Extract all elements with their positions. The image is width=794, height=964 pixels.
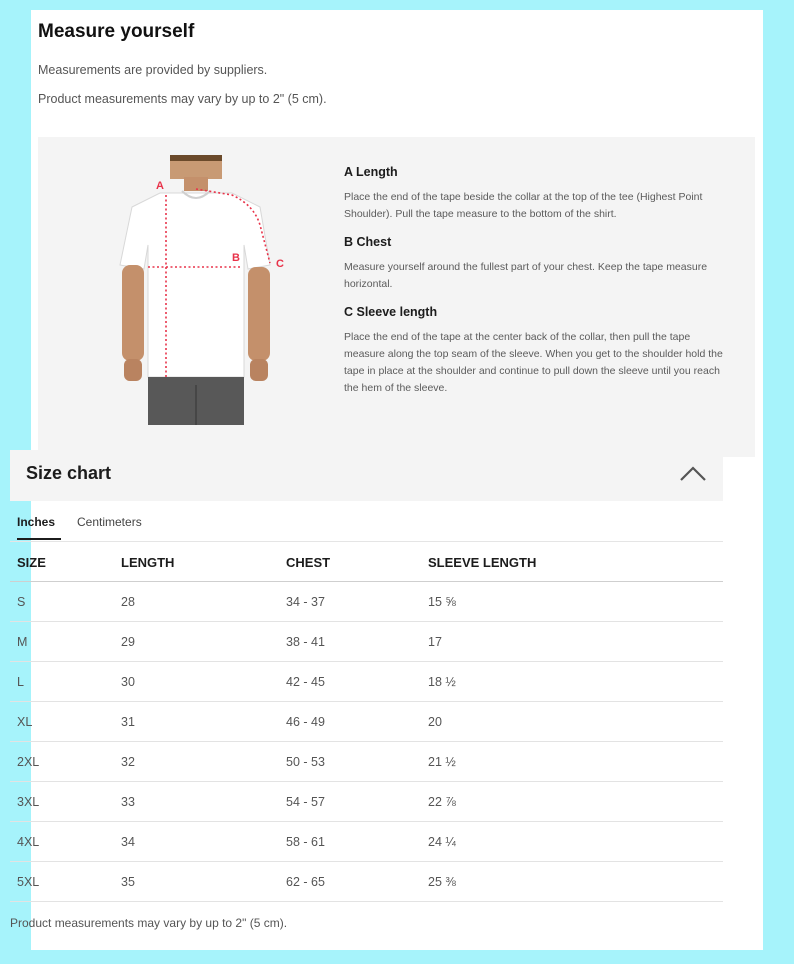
page-title: Measure yourself [38, 21, 195, 42]
chest-cell: 54 - 57 [286, 795, 325, 809]
size-cell: 5XL [17, 875, 40, 889]
length-cell: 33 [121, 795, 135, 809]
length-text: Place the end of the tape beside the collar at the top of the tee (Highest Point Shoulder). Pull the tape measure to the bottom of the shirt. [344, 191, 703, 220]
sleeve-cell: 24 ¼ [428, 835, 456, 849]
left-hand-shape [124, 359, 142, 381]
chest-text: Measure yourself around the fullest part of your chest. Keep the tape measure horizontal. [344, 261, 708, 290]
chest-cell: 50 - 53 [286, 755, 325, 769]
chest-cell: 62 - 65 [286, 875, 325, 889]
sleeve-cell: 18 ½ [428, 675, 456, 689]
table-row [10, 822, 723, 862]
table-header-row [10, 543, 723, 582]
sleeve-cell: 15 ⅝ [428, 595, 456, 609]
chest-cell: 46 - 49 [286, 715, 325, 729]
table-row [10, 622, 723, 662]
size-cell: 3XL [17, 795, 40, 809]
length-cell: 28 [121, 595, 135, 609]
sleeve-cell: 21 ½ [428, 755, 456, 769]
measurement-descriptions [344, 165, 724, 409]
size-cell: 2XL [17, 755, 40, 769]
size-chart-header[interactable] [10, 450, 723, 501]
marker-b: B [232, 252, 240, 264]
size-cell: XL [17, 715, 33, 729]
size-cell: 4XL [17, 835, 40, 849]
chest-cell: 58 - 61 [286, 835, 325, 849]
size-cell: M [17, 635, 28, 649]
chest-title: B Chest [344, 235, 392, 249]
sleeve-text: Place the end of the tape at the center back of the collar, then pull the tape measure along the top seam of the sleeve. When you get to the shoulder hold the tape in place at the shoulder and continue to pull down the sleeve until you reach the hem of the sleeve. [344, 331, 723, 394]
sleeve-cell: 20 [428, 715, 442, 729]
chevron-up-stroke [681, 468, 705, 480]
length-title: A Length [344, 165, 398, 179]
table-row [10, 702, 723, 742]
variance-note: Product measurements may vary by up to 2" (5 cm). [38, 92, 327, 106]
column-header-size: SIZE [17, 555, 46, 570]
marker-a: A [156, 180, 164, 192]
right-hand-shape [250, 359, 268, 381]
table-row [10, 862, 723, 902]
chest-cell: 34 - 37 [286, 595, 325, 609]
neck-shape [184, 177, 208, 191]
column-header-chest: CHEST [286, 555, 331, 570]
length-cell: 30 [121, 675, 135, 689]
marker-c: C [276, 258, 284, 270]
table-row [10, 662, 723, 702]
column-header-length: LENGTH [121, 555, 175, 570]
hair-shape [170, 155, 222, 161]
size-cell: S [17, 595, 26, 609]
left-arm-shape [122, 265, 144, 361]
right-arm-shape [248, 267, 270, 361]
length-cell: 31 [121, 715, 135, 729]
size-table [10, 543, 723, 902]
sleeve-title: C Sleeve length [344, 305, 438, 319]
sleeve-cell: 22 ⅞ [428, 795, 456, 809]
length-cell: 34 [121, 835, 135, 849]
supplier-note: Measurements are provided by suppliers. [38, 63, 268, 77]
chest-cell: 42 - 45 [286, 675, 325, 689]
length-cell: 29 [121, 635, 135, 649]
sleeve-cell: 25 ⅜ [428, 875, 456, 889]
unit-tabs [10, 513, 723, 542]
table-row [10, 742, 723, 782]
measurement-guide [38, 137, 755, 457]
length-cell: 32 [121, 755, 135, 769]
size-chart-title: Size chart [26, 463, 112, 483]
length-cell: 35 [121, 875, 135, 889]
chevron-up-icon[interactable] [679, 464, 707, 482]
table-row [10, 782, 723, 822]
tab-inches[interactable]: Inches [17, 515, 61, 540]
sleeve-cell: 17 [428, 635, 442, 649]
tshirt-model-illustration [108, 155, 308, 425]
column-header-sleeve-length: SLEEVE LENGTH [428, 555, 537, 570]
tab-centimeters[interactable]: Centimeters [77, 515, 142, 529]
size-cell: L [17, 675, 24, 689]
table-row [10, 582, 723, 622]
footnote: Product measurements may vary by up to 2" (5 cm). [10, 916, 288, 930]
chest-cell: 38 - 41 [286, 635, 325, 649]
